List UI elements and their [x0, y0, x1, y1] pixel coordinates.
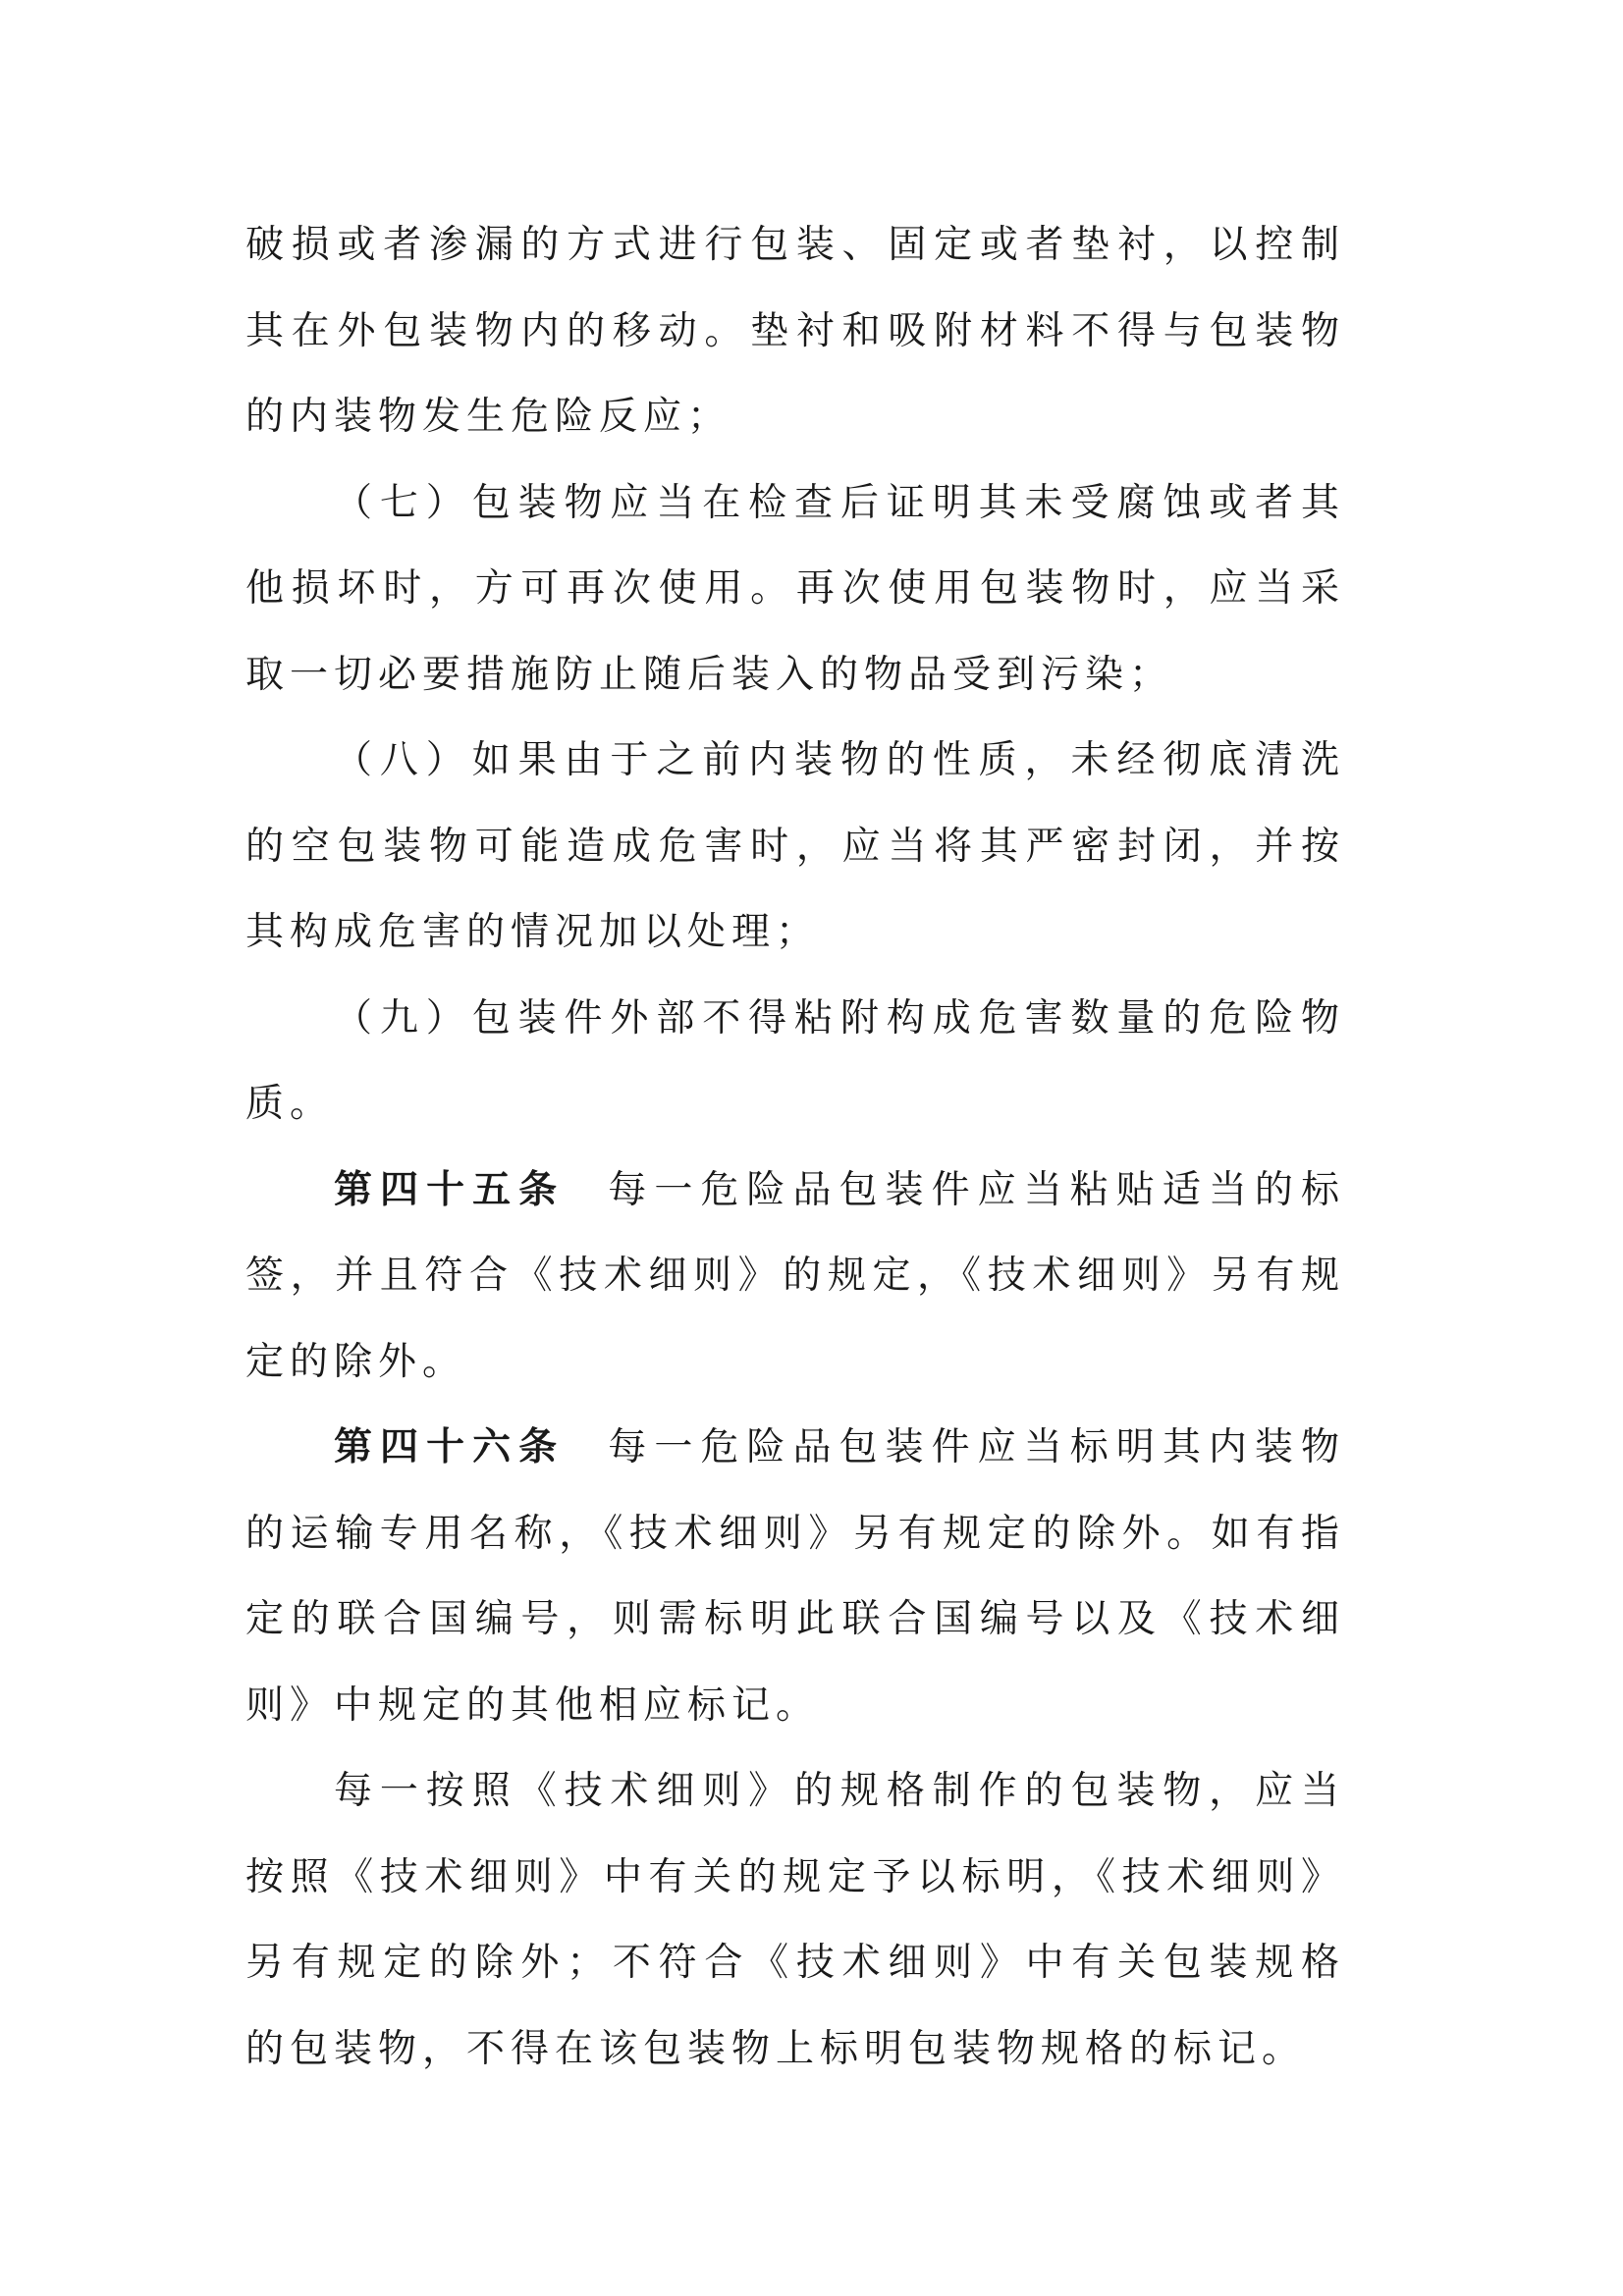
- paragraph-text: 破损或者渗漏的方式进行包装、固定或者垫衬，以控制其在外包装物内的移动。垫衬和吸附材料不得与包装物的内装物发生危险反应；: [245, 223, 1345, 439]
- paragraph-text: （九）包装件外部不得粘附构成危害数量的危险物质。: [245, 995, 1345, 1126]
- article-number: 第四十六条: [334, 1424, 566, 1469]
- article-text: 每一危险品包装件应当粘贴适当的标签，并且符合《技术细则》的规定，《技术细则》另有规定的除外。: [245, 1167, 1345, 1384]
- document-body: [245, 202, 1345, 2092]
- paragraph-text: （七）包装物应当在检查后证明其未受腐蚀或者其他损坏时，方可再次使用。再次使用包装物时，应当采取一切必要措施防止随后装入的物品受到污染；: [245, 480, 1345, 697]
- paragraph-text: 每一按照《技术细则》的规格制作的包装物，应当按照《技术细则》中有关的规定予以标明，《技术细则》另有规定的除外；不符合《技术细则》中有关包装规格的包装物，不得在该包装物上标明包装物规格的标记。: [245, 1769, 1345, 2071]
- article-45: [245, 1148, 1345, 1406]
- article-46-paragraph-2: [245, 1748, 1345, 2092]
- paragraph-item-8: [245, 718, 1345, 976]
- article-number: 第四十五条: [334, 1166, 566, 1212]
- paragraph-text: （八）如果由于之前内装物的性质，未经彻底清洗的空包装物可能造成危害时，应当将其严密封闭，并按其构成危害的情况加以处理；: [245, 738, 1345, 954]
- paragraph-continued: [245, 202, 1345, 460]
- article-46: [245, 1405, 1345, 1748]
- article-text: 每一危险品包装件应当标明其内装物的运输专用名称，《技术细则》另有规定的除外。如有指定的联合国编号，则需标明此联合国编号以及《技术细则》中规定的其他相应标记。: [245, 1425, 1345, 1728]
- paragraph-item-9: [245, 976, 1345, 1148]
- paragraph-item-7: [245, 460, 1345, 719]
